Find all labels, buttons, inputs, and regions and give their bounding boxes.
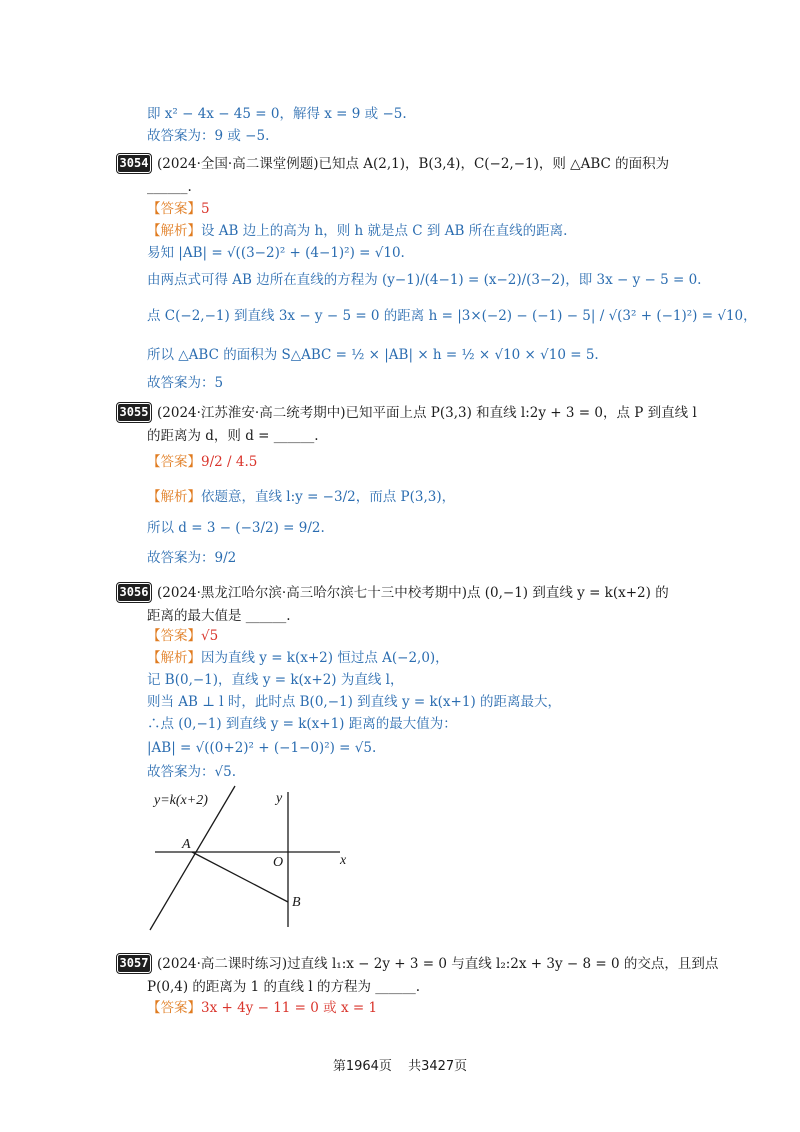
analysis-line: 点 C(−2,−1) 到直线 3x − y − 5 = 0 的距离 h = |3×(−2) − (−1) − 5| / √(3² + (−1)²) = √10， — [147, 308, 757, 324]
analysis-line: 由两点式可得 AB 边所在直线的方程为 (y−1)/(4−1) = (x−2)/(3−2)，即 3x − y − 5 = 0. — [147, 272, 702, 288]
prev-answer-line: 故答案为：9 或 −5. — [147, 128, 270, 144]
x-axis-label: x — [340, 853, 347, 868]
analysis-line: 故答案为：9/2 — [147, 550, 237, 566]
analysis-line: 故答案为：5 — [147, 375, 224, 391]
question-number: 3055 — [119, 405, 149, 419]
line-label: y=k(x+2) — [154, 793, 208, 808]
question-stem: (2024·江苏淮安·高二统考期中)已知平面上点 P(3,3) 和直线 l:2y + 3 = 0，点 P 到直线 l — [157, 405, 697, 421]
answer-value: √5 — [201, 628, 219, 644]
y-axis-label: y — [276, 791, 283, 806]
analysis-text: 设 AB 边上的高为 h，则 h 就是点 C 到 AB 所在直线的距离. — [201, 223, 568, 239]
question-stem: (2024·全国·高二课堂例题)已知点 A(2,1)，B(3,4)，C(−2,−1)，则 △ABC 的面积为 — [157, 156, 670, 172]
geometry-figure — [140, 782, 370, 932]
prev-solution-line: 即 x² − 4x − 45 = 0，解得 x = 9 或 −5. — [147, 106, 407, 122]
origin-label: O — [273, 855, 284, 870]
question-stem-cont: P(0,4) 的距离为 1 的直线 l 的方程为 ______. — [147, 979, 421, 995]
answer-value: 5 — [201, 201, 210, 217]
question-stem-cont: 距离的最大值是 ______. — [147, 608, 291, 624]
point-b-label: B — [292, 895, 301, 910]
analysis-line: 易知 |AB| = √((3−2)² + (4−1)²) = √10. — [147, 245, 405, 261]
analysis-line: 记 B(0,−1)，直线 y = k(x+2) 为直线 l， — [147, 672, 404, 688]
answer-tag: 【答案】 — [147, 628, 201, 644]
answer-value: 9/2 / 4.5 — [201, 454, 258, 470]
point-a-label: A — [182, 837, 191, 852]
analysis-tag: 【解析】 — [147, 489, 201, 505]
answer-line — [147, 452, 257, 472]
question-number: 3057 — [119, 956, 149, 970]
answer-value: 3x + 4y − 11 = 0 或 x = 1 — [201, 1000, 378, 1016]
question-stem: (2024·黑龙江哈尔滨·高三哈尔滨七十三中校考期中)点 (0,−1) 到直线 y = k(x+2) 的 — [157, 585, 669, 601]
question-stem: (2024·高二课时练习)过直线 l₁:x − 2y + 3 = 0 与直线 l₂:2x + 3y − 8 = 0 的交点，且到点 — [157, 956, 719, 972]
question-stem-cont: ______. — [147, 179, 192, 195]
analysis-text: 依题意，直线 l:y = −3/2，而点 P(3,3)， — [201, 489, 456, 505]
analysis-text: 因为直线 y = k(x+2) 恒过点 A(−2,0)， — [201, 650, 449, 666]
page-total: 共3427页 — [408, 1059, 468, 1074]
question-number: 3056 — [119, 585, 149, 599]
analysis-line: 所以 d = 3 − (−3/2) = 9/2. — [147, 520, 325, 536]
analysis-line: 故答案为：√5. — [147, 764, 236, 780]
analysis-line: |AB| = √((0+2)² + (−1−0)²) = √5. — [147, 740, 377, 756]
answer-tag: 【答案】 — [147, 201, 201, 217]
answer-line — [147, 199, 210, 219]
answer-line — [147, 998, 377, 1018]
page-number: 第1964页 — [332, 1059, 392, 1074]
question-stem-cont: 的距离为 d，则 d = ______. — [147, 428, 319, 444]
answer-tag: 【答案】 — [147, 454, 201, 470]
analysis-line — [147, 648, 449, 668]
answer-line — [147, 626, 218, 646]
question-number: 3054 — [119, 156, 149, 170]
analysis-line: ∴点 (0,−1) 到直线 y = k(x+1) 距离的最大值为： — [147, 716, 457, 732]
analysis-line — [147, 221, 567, 241]
analysis-tag: 【解析】 — [147, 223, 201, 239]
analysis-tag: 【解析】 — [147, 650, 201, 666]
page-footer — [0, 1055, 800, 1074]
answer-tag: 【答案】 — [147, 1000, 201, 1016]
analysis-line — [147, 487, 455, 507]
analysis-line: 则当 AB ⊥ l 时，此时点 B(0,−1) 到直线 y = k(x+1) 的距离最大， — [147, 694, 561, 710]
analysis-line: 所以 △ABC 的面积为 S△ABC = ½ × |AB| × h = ½ × √10 × √10 = 5. — [147, 347, 599, 363]
